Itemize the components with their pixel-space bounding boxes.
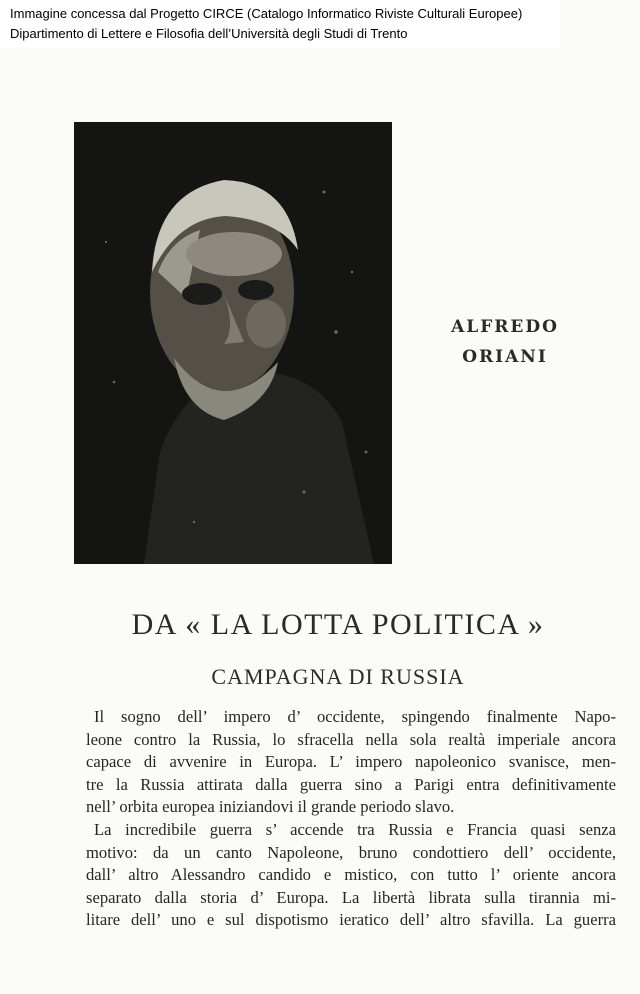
author-portrait-photo xyxy=(74,122,392,564)
text-line: tre la Russia attirata dalla guerra sino a Parigi entra definitivamente xyxy=(86,774,616,794)
author-last-name: ORIANI xyxy=(462,347,548,367)
text-line: separato dalla storia d’ Europa. La libertà librata sulla tirannia mi- xyxy=(86,887,616,907)
text-line: litare dell’ uno e sul dispotismo ieratico dell’ altro sfavilla. La guerra xyxy=(86,910,616,930)
text-line: leone contro la Russia, lo sfracella nella sola realtà imperiale ancora xyxy=(86,729,616,749)
author-name xyxy=(430,312,580,372)
paragraph-2 xyxy=(86,819,616,932)
author-first-name: ALFREDO xyxy=(451,317,559,337)
text-line: La incredibile guerra s’ accende tra Russia e Francia quasi senza xyxy=(94,819,616,839)
text-line: motivo: da un canto Napoleone, bruno condottiero dell’ occidente, xyxy=(86,842,616,862)
text-line: Il sogno dell’ impero d’ occidente, spingendo finalmente Napo- xyxy=(94,707,616,726)
article-title: DA « LA LOTTA POLITICA » xyxy=(131,608,545,641)
text-line: capace di avvenire in Europa. L’ impero napoleonico svanisce, men- xyxy=(86,752,616,772)
paragraph-1 xyxy=(86,706,616,819)
image-credit xyxy=(0,0,560,48)
article-subtitle: CAMPAGNA DI RUSSIA xyxy=(211,664,465,689)
credit-line-2: Dipartimento di Lettere e Filosofia dell’Università degli Studi di Trento xyxy=(10,26,408,41)
credit-line-1: Immagine concessa dal Progetto CIRCE (Catalogo Informatico Riviste Culturali Europee) xyxy=(10,6,523,21)
text-line: nell’ orbita europea iniziandovi il grande periodo slavo. xyxy=(86,797,455,817)
text-line: dall’ altro Alessandro candido e mistico, con tutto l’ oriente ancora xyxy=(86,865,616,885)
article-body xyxy=(86,706,616,932)
